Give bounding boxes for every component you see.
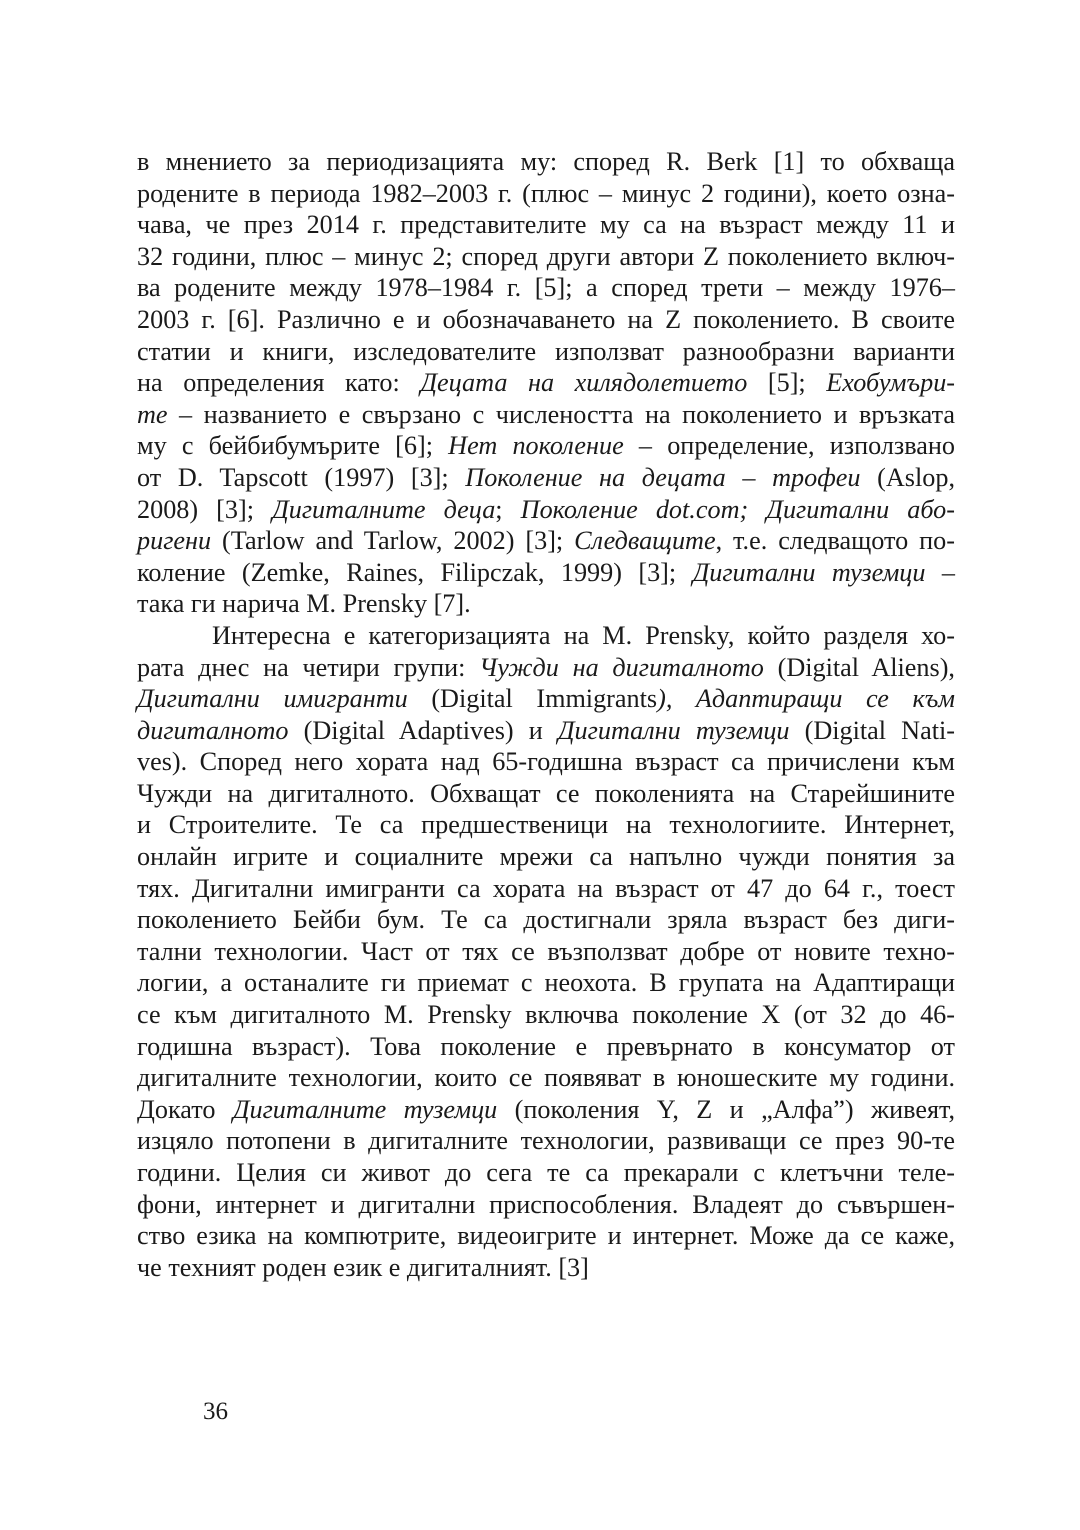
text-line <box>137 272 955 304</box>
text-run: онлайн игрите и социалните мрежи са напълно чужди понятия за <box>137 842 955 872</box>
italic-term: Децата на хилядолетието <box>420 368 748 398</box>
text-run: че техният роден език е дигиталният. [3] <box>137 1252 589 1282</box>
text-line <box>137 588 955 620</box>
text-run: Докато <box>137 1094 233 1124</box>
text-line <box>137 1189 955 1221</box>
text-run: и Строителите. Те са предшественици на технологиите. Интернет, <box>137 810 955 840</box>
text-line <box>137 525 955 557</box>
text-line <box>137 1062 955 1094</box>
text-run: годишна възраст). Това поколение е превърнато в консуматор от <box>137 1031 955 1061</box>
text-run: (Digital Adaptives) и <box>288 715 558 745</box>
text-line <box>137 904 955 936</box>
text-run: тални технологии. Част от тях се възползват добре от новите техно- <box>137 936 955 966</box>
text-run: (Digital Aliens), <box>763 652 955 682</box>
text-run: статии и книги, изследователите използват разнообразни варианти <box>137 336 955 366</box>
text-run: коление (Zemke, Raines, Filipczak, 1999) [3]; <box>137 557 693 587</box>
text-run: 32 години, плюс – минус 2; според други автори Z поколението включ- <box>137 241 955 271</box>
text-run: изцяло потопени в дигиталните технологии, развиващи се през 90-те <box>137 1126 955 1156</box>
italic-term: Чужди на дигиталното <box>479 652 764 682</box>
text-line <box>137 1220 955 1252</box>
text-line <box>137 778 955 810</box>
text-line <box>137 146 955 178</box>
text-line <box>137 873 955 905</box>
text-line <box>137 683 955 715</box>
text-line <box>137 620 955 652</box>
text-run: от D. Tapscott (1997) [3]; <box>137 462 466 492</box>
text-line <box>137 1157 955 1189</box>
text-line <box>137 1125 955 1157</box>
text-line <box>137 841 955 873</box>
italic-term: дигиталното <box>137 715 289 745</box>
text-run: дигиталните технологии, които се появяват в юношеските му години. <box>137 1063 955 1093</box>
page-number: 36 <box>203 1398 228 1425</box>
text-run: родените в периода 1982–2003 г. (плюс – минус 2 години), което озна- <box>137 178 955 208</box>
italic-term: Ехобумъри- <box>826 368 956 398</box>
text-run: (Digital Immigrants <box>407 684 658 714</box>
text-line <box>137 494 955 526</box>
text-run: ва родените между 1978–1984 г. [5]; а според трети – между 1976– <box>137 273 955 303</box>
text-run: [5]; <box>747 368 827 398</box>
text-run: (Aslop, <box>860 462 955 492</box>
text-run: 2003 г. [6]. Различно е и обозначаването на Z поколението. В своите <box>137 304 955 334</box>
text-run: години. Целия си живот до сега те са прекарали с клетъчни теле- <box>137 1158 955 1187</box>
text-run: Интересна е категоризацията на M. Prensky, който разделя хо- <box>212 620 955 650</box>
text-line <box>137 1094 955 1126</box>
text-run: (Digital Nati- <box>789 715 955 745</box>
text-line <box>137 715 955 747</box>
text-run: логии, а останалите ги приемат с неохота. В групата на Адаптиращи <box>137 968 955 998</box>
body-text <box>137 146 955 1283</box>
italic-term: Поколение на децата – трофеи <box>465 462 861 492</box>
text-run: тях. Дигитални имигранти са хората на възраст от 47 до 64 г., тоест <box>137 873 955 903</box>
text-run: фони, интернет и дигитални приспособления. Владеят до съвършен- <box>137 1189 955 1219</box>
text-run: – <box>925 557 955 587</box>
text-run: поколението Бейби бум. Те са достигнали зряла възраст без диги- <box>137 905 955 935</box>
text-line <box>137 336 955 368</box>
italic-term: Следващите <box>574 526 716 556</box>
italic-term: Дигиталните деца <box>272 494 496 524</box>
text-run: ves). Според него хората над 65-годишна възраст са причислени към <box>137 747 955 777</box>
text-run: в мнението за периодизацията му: според R. Berk [1] то обхваща <box>137 147 955 176</box>
text-line <box>137 430 955 462</box>
text-run: – названието е свързано с числеността на поколението и връзката <box>167 399 955 429</box>
text-run: 2008) [3]; <box>137 494 273 524</box>
italic-term: ригени <box>137 526 212 556</box>
text-line <box>137 178 955 210</box>
text-run: , т.е. следващото по- <box>715 526 955 556</box>
text-line <box>137 1252 955 1284</box>
text-run: (Tarlow and Tarlow, 2002) [3]; <box>211 526 575 556</box>
text-line <box>137 462 955 494</box>
text-line <box>137 999 955 1031</box>
italic-term: Дигитални туземци <box>692 557 926 587</box>
text-run: ; <box>495 494 521 524</box>
text-run: – определение, използвано <box>623 431 956 461</box>
text-line <box>137 652 955 684</box>
text-run: ство езика на компютрите, видеоигрите и интернет. Може да се каже, <box>137 1221 955 1251</box>
text-line <box>137 367 955 399</box>
italic-term: ), Адаптиращи се към <box>657 684 955 714</box>
text-line <box>137 209 955 241</box>
italic-term: Нет поколение <box>448 431 624 461</box>
text-line <box>137 557 955 589</box>
italic-term: Дигиталните туземци <box>232 1094 498 1124</box>
italic-term: Дигитални имигранти <box>137 684 408 714</box>
text-run: се към дигиталното M. Prensky включва поколение X (от 32 до 46- <box>137 1000 955 1030</box>
text-run: чава, че през 2014 г. представителите му са на възраст между 11 и <box>137 210 955 240</box>
text-line <box>137 809 955 841</box>
text-run: му с бейбибумърите [6]; <box>137 431 449 461</box>
italic-term: Дигитални туземци <box>557 715 790 745</box>
text-run: на определения като: <box>137 368 421 398</box>
text-run: така ги нарича M. Prensky [7]. <box>137 589 471 619</box>
text-line <box>137 967 955 999</box>
italic-term: те <box>137 399 168 429</box>
text-run: Чужди на дигиталното. Обхващат се поколенията на Старейшините <box>137 778 955 808</box>
text-line <box>137 1031 955 1063</box>
text-line <box>137 399 955 431</box>
text-run: рата днес на четири групи: <box>137 652 480 682</box>
text-run: (поколения Y, Z и „Алфа”) живеят, <box>497 1094 956 1124</box>
italic-term: Поколение dot.com; Дигитални або- <box>520 494 955 524</box>
text-line <box>137 241 955 273</box>
text-line <box>137 746 955 778</box>
text-line <box>137 936 955 968</box>
text-line <box>137 304 955 336</box>
